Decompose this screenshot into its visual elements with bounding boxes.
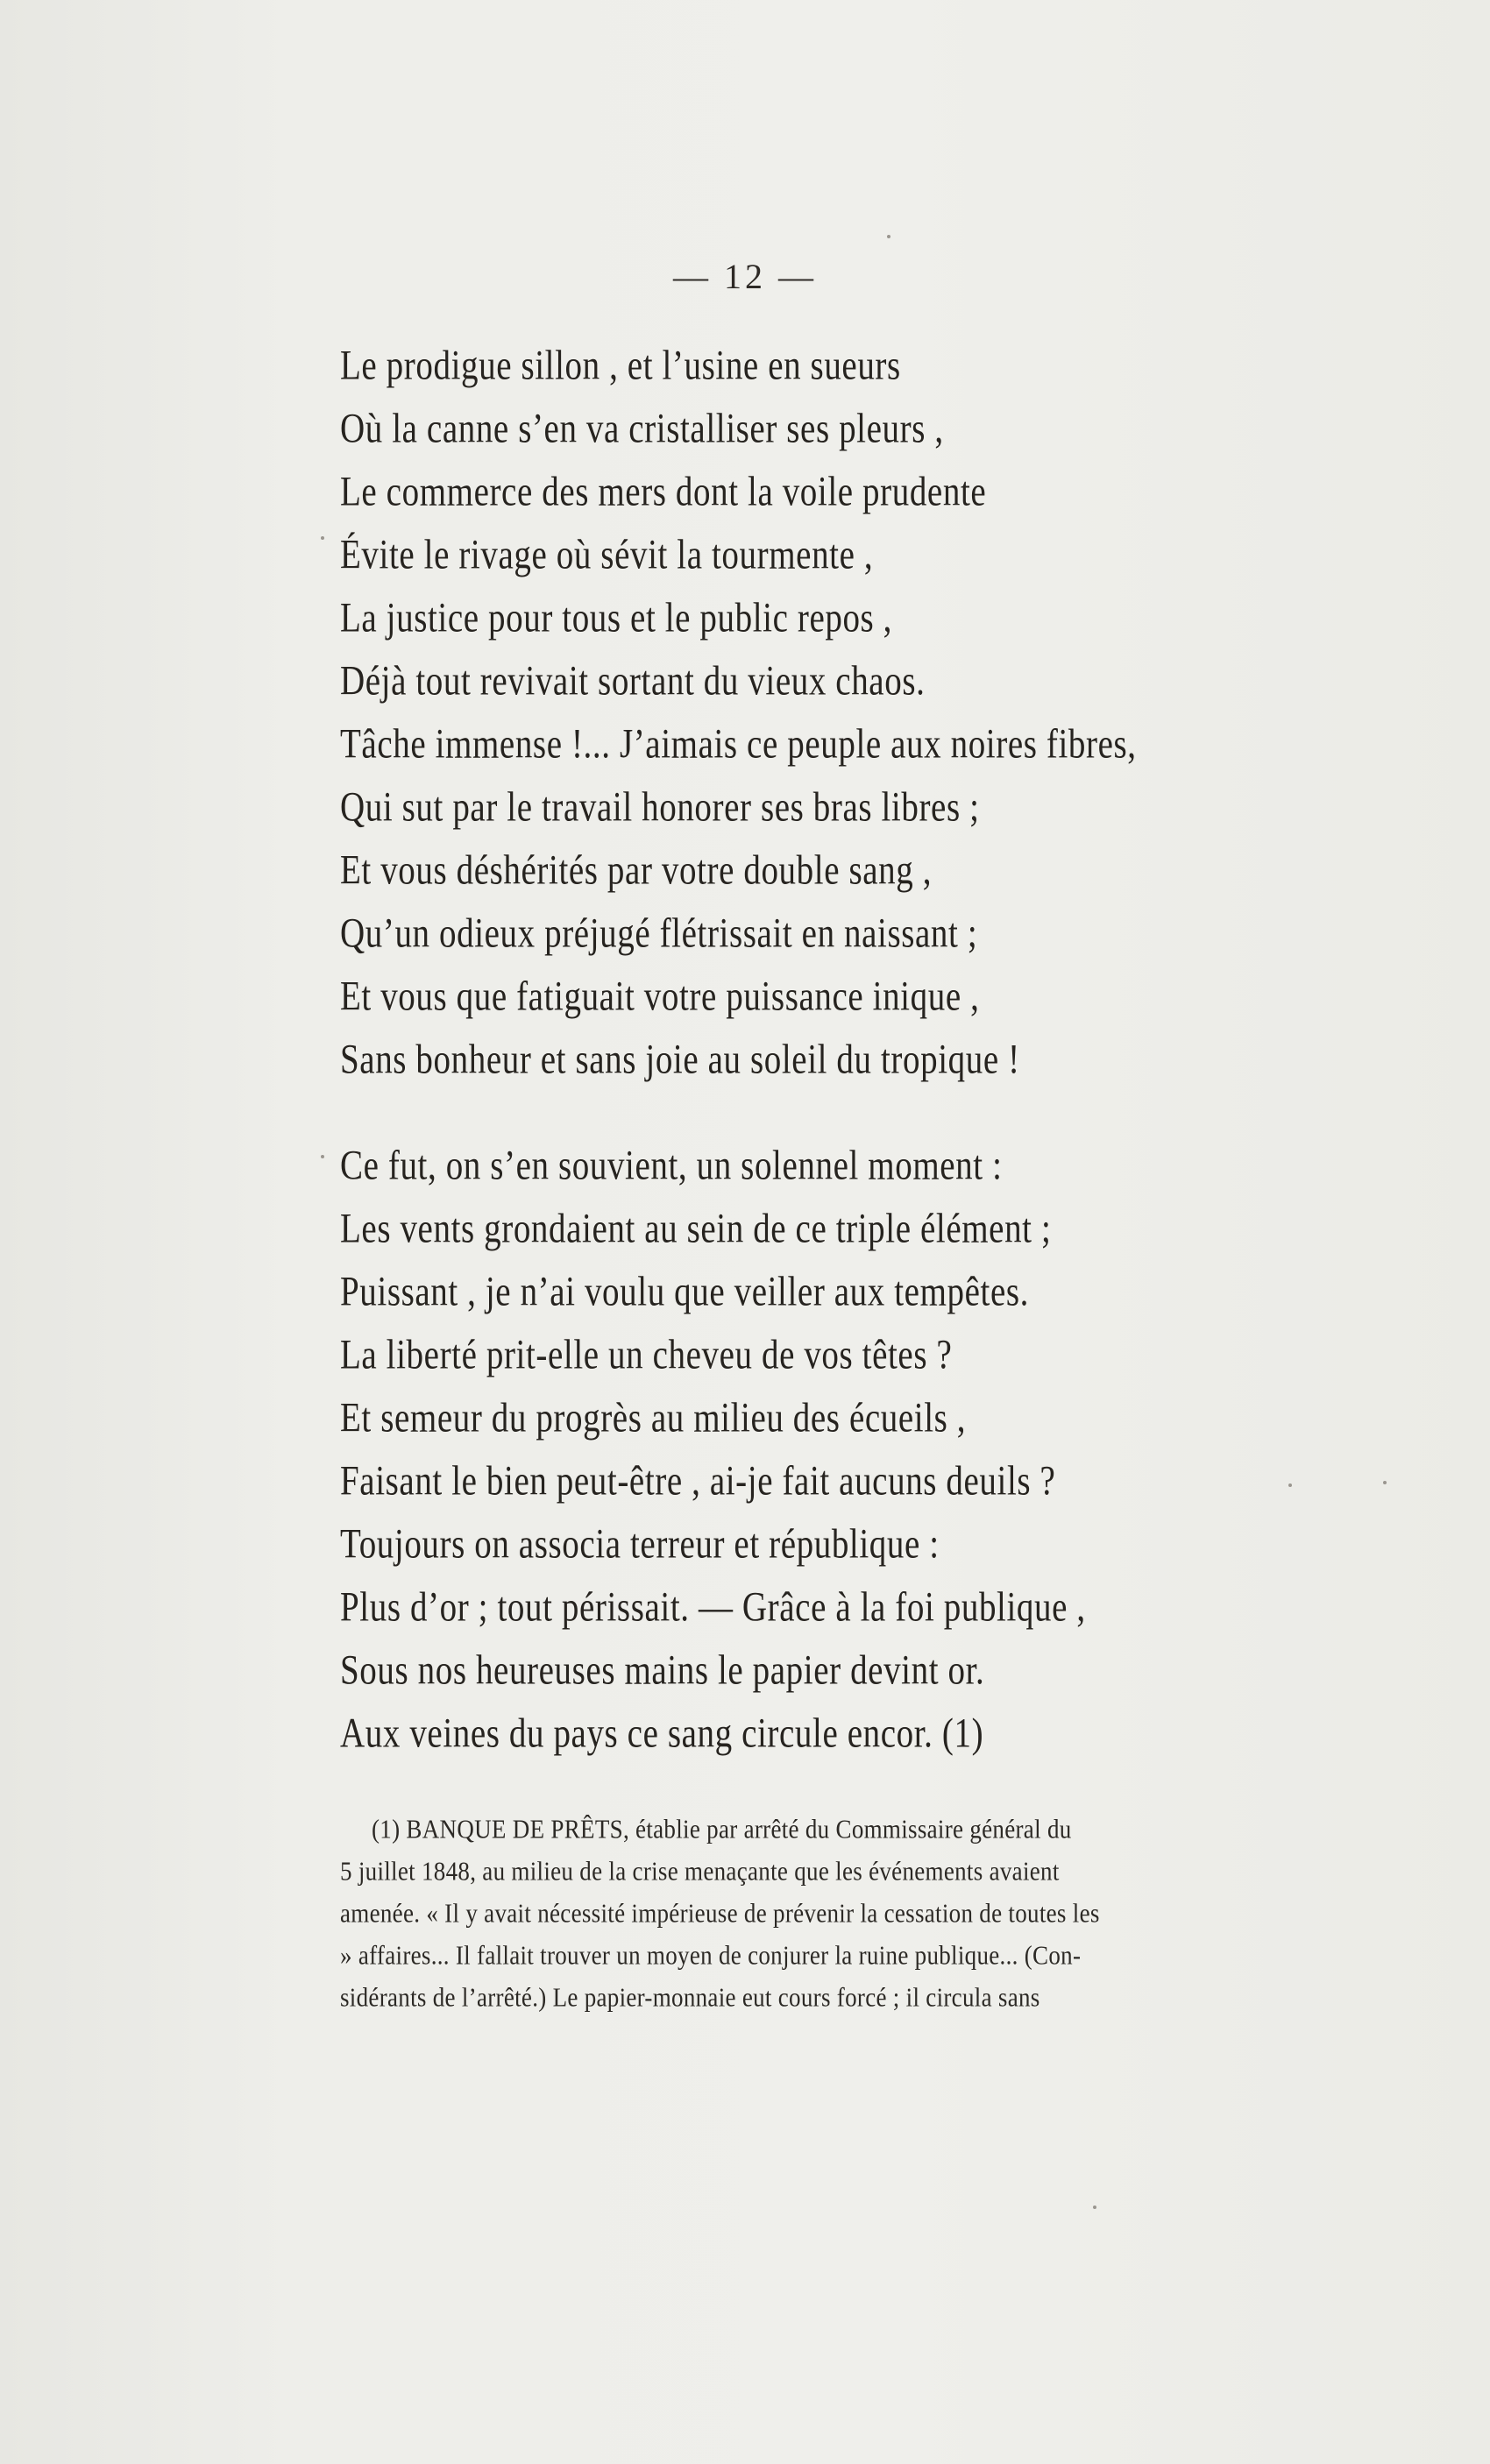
paper-speck bbox=[1288, 1483, 1292, 1487]
verse-line: Aux veines du pays ce sang circule encor. (1) bbox=[340, 1710, 984, 1757]
verse-line: Qui sut par le travail honorer ses bras libres ; bbox=[340, 784, 980, 831]
page-number: — 12 — bbox=[673, 257, 817, 296]
verse-line: Plus d’or ; tout périssait. — Grâce à la foi publique , bbox=[340, 1584, 1086, 1631]
verse-line: La liberté prit-elle un cheveu de vos têtes ? bbox=[340, 1332, 953, 1378]
footnote-line: » affaires... Il fallait trouver un moyen de conjurer la ruine publique... (Con- bbox=[340, 1939, 1082, 1971]
verse-line: Toujours on associa terreur et république : bbox=[340, 1521, 940, 1568]
verse-line: Déjà tout revivait sortant du vieux chaos. bbox=[340, 658, 926, 705]
footnote-line: sidérants de l’arrêté.) Le papier-monnaie eut cours forcé ; il circula sans bbox=[340, 1981, 1040, 2013]
verse-line: Ce fut, on s’en souvient, un solennel moment : bbox=[340, 1143, 1003, 1189]
verse-line: Où la canne s’en va cristalliser ses pleurs , bbox=[340, 406, 944, 452]
verse-line: La justice pour tous et le public repos , bbox=[340, 595, 893, 641]
verse-line: Sans bonheur et sans joie au soleil du tropique ! bbox=[340, 1037, 1020, 1083]
paper-speck bbox=[1383, 1481, 1387, 1484]
verse-line: Et vous que fatiguait votre puissance inique , bbox=[340, 974, 980, 1020]
footnote bbox=[340, 1808, 1274, 2018]
verse-line: Le prodigue sillon , et l’usine en sueurs bbox=[340, 343, 901, 389]
verse-line: Sous nos heureuses mains le papier devint or. bbox=[340, 1647, 985, 1694]
footnote-line: 5 juillet 1848, au milieu de la crise menaçante que les événements avaient bbox=[340, 1855, 1060, 1887]
paper-speck bbox=[321, 536, 324, 540]
verse-line: Et semeur du progrès au milieu des écueils , bbox=[340, 1395, 967, 1441]
paper-speck bbox=[1093, 2206, 1096, 2209]
verse-line: Faisant le bien peut-être , ai-je fait aucuns deuils ? bbox=[340, 1458, 1056, 1505]
stanza-1 bbox=[340, 335, 1304, 1092]
footnote-line: amenée. « Il y avait nécessité impérieuse de prévenir la cessation de toutes les bbox=[340, 1897, 1100, 1929]
footnote-line: (1) BANQUE DE PRÊTS, établie par arrêté du Commissaire général du bbox=[372, 1813, 1072, 1844]
verse-line: Puissant , je n’ai voulu que veiller aux tempêtes. bbox=[340, 1269, 1029, 1315]
paper-speck bbox=[887, 235, 890, 238]
verse-line: Les vents grondaient au sein de ce triple élément ; bbox=[340, 1206, 1052, 1252]
paper-speck bbox=[321, 1155, 324, 1158]
verse-line: Évite le rivage où sévit la tourmente , bbox=[340, 532, 874, 578]
verse-line: Le commerce des mers dont la voile prudente bbox=[340, 469, 987, 515]
verse-line: Qu’un odieux préjugé flétrissait en naissant ; bbox=[340, 910, 978, 957]
stanza-2 bbox=[340, 1135, 1304, 1766]
verse-line: Et vous déshérités par votre double sang , bbox=[340, 847, 933, 894]
verse-line: Tâche immense !... J’aimais ce peuple aux noires fibres, bbox=[340, 721, 1137, 768]
